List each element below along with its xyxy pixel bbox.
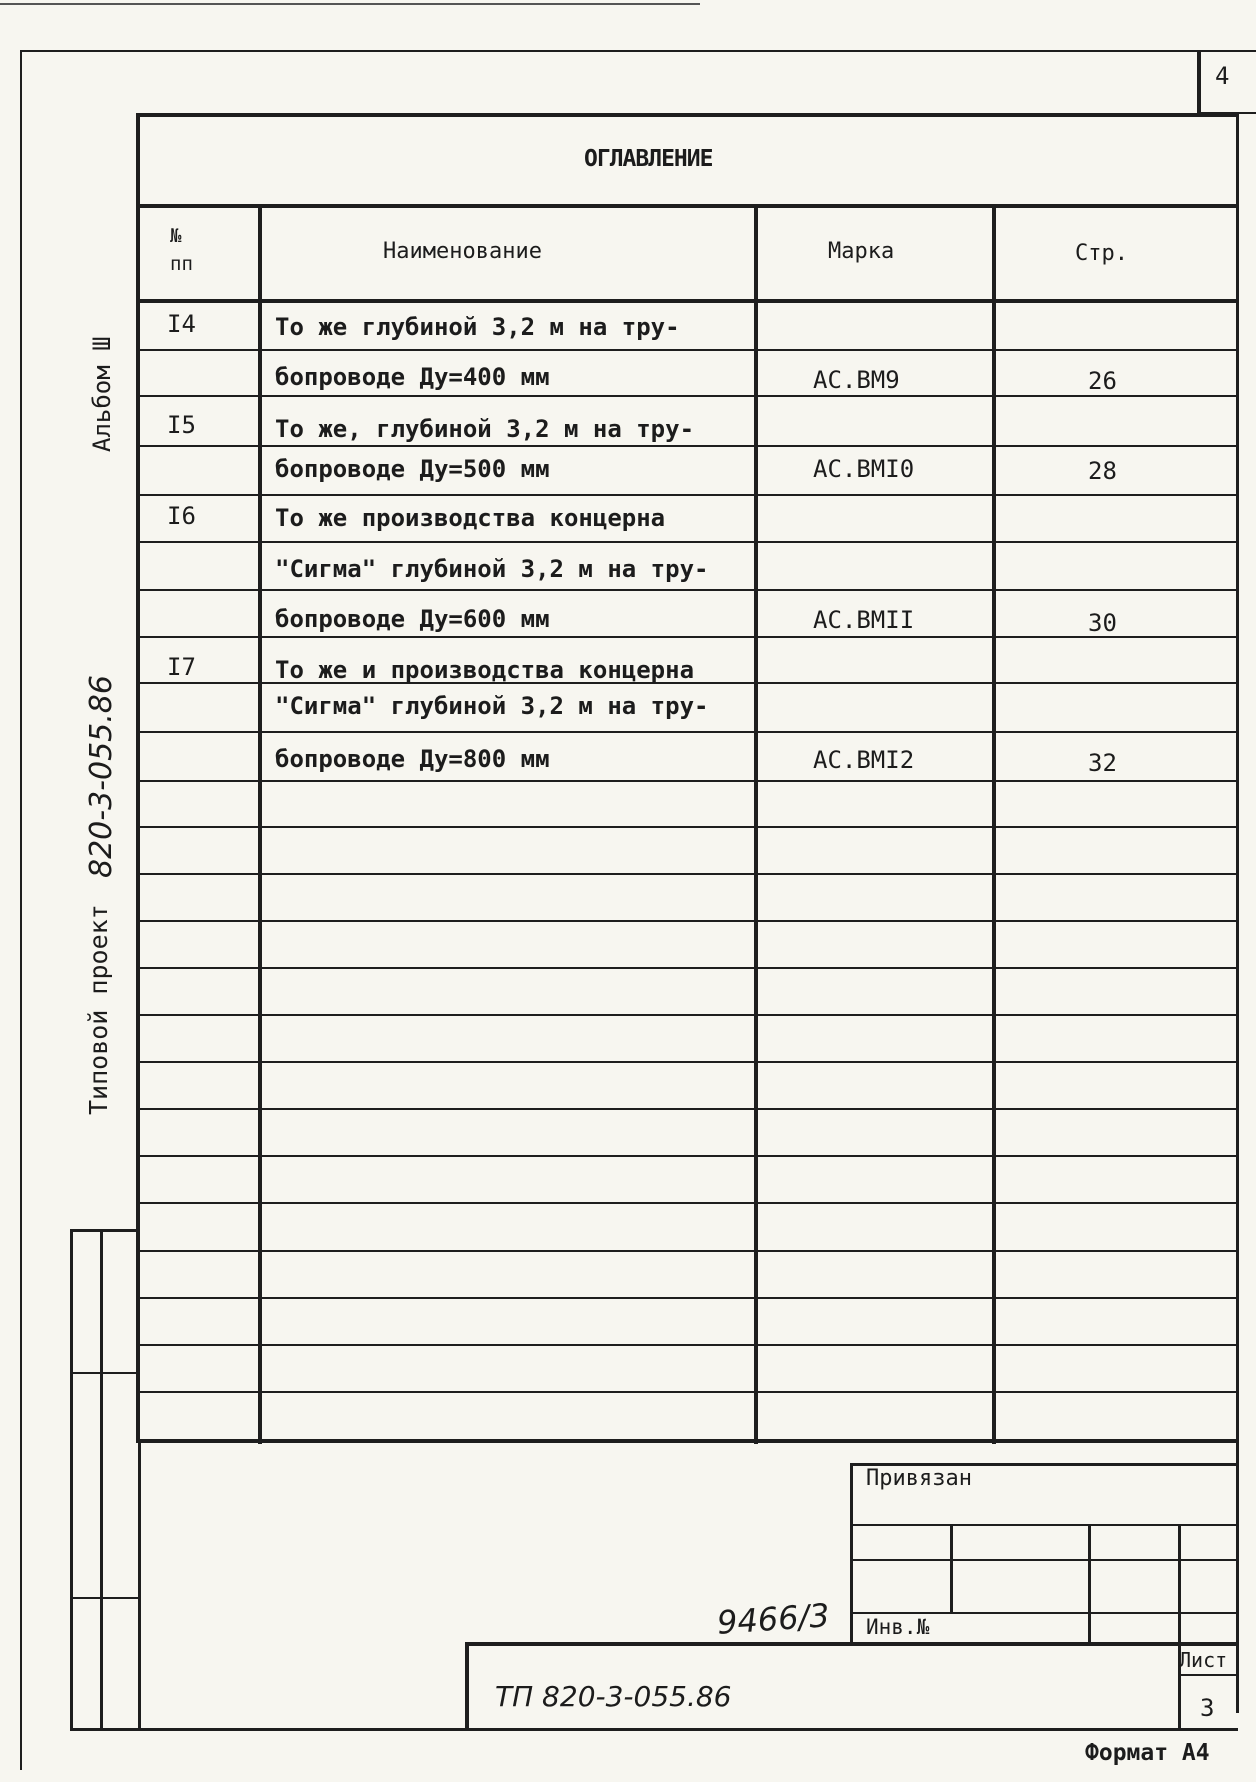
- outer-frame-left: [20, 50, 22, 1770]
- header-num: № пп: [170, 225, 193, 275]
- entry-name-line: То же производства концерна: [275, 504, 666, 532]
- project-label: Типовой проект: [84, 904, 113, 1115]
- row-rule: [136, 589, 1238, 591]
- row-rule: [136, 1155, 1238, 1157]
- row-rule: [136, 1108, 1238, 1110]
- row-rule: [136, 731, 1238, 733]
- project-code-handwritten: 820-3-055.86: [84, 675, 119, 878]
- document-code: ТП 820-3-055.86: [495, 1680, 732, 1713]
- attached-block-left: [850, 1463, 853, 1645]
- row-rule: [136, 780, 1238, 782]
- page-title: ОГЛАВЛЕНИЕ: [584, 146, 713, 172]
- margin-stamp-left: [70, 1229, 73, 1729]
- entry-mark: АС.ВМI0: [813, 455, 915, 483]
- entry-number: I5: [167, 411, 196, 439]
- row-rule: [136, 1061, 1238, 1063]
- row-rule: [136, 1250, 1238, 1252]
- row-rule: [136, 1202, 1238, 1204]
- row-rule: [136, 967, 1238, 969]
- table-left-border: [136, 113, 140, 1441]
- margin-stamp-bottom: [70, 1728, 140, 1731]
- table-bottom-rule: [136, 1439, 1238, 1443]
- sheet-label: Лист: [1179, 1648, 1228, 1672]
- inner-left-border: [138, 1440, 141, 1730]
- entry-name-line: "Сигма" глубиной 3,2 м на тру-: [275, 555, 709, 583]
- sheet-number: 3: [1200, 1694, 1215, 1722]
- inventory-label: Инв.№: [866, 1615, 930, 1639]
- row-rule: [136, 349, 1238, 351]
- col-divider-1: [258, 204, 262, 1444]
- sheet-corner-number: 4: [1215, 62, 1230, 90]
- header-mark: Марка: [828, 239, 895, 264]
- row-rule: [136, 494, 1238, 496]
- row-rule: [136, 920, 1238, 922]
- margin-stamp-rule: [70, 1597, 140, 1599]
- entry-page: 30: [1088, 609, 1117, 637]
- col-divider-2: [754, 204, 758, 1444]
- attached-col: [1178, 1524, 1181, 1644]
- entry-name-line: бопроводе Ду=600 мм: [275, 605, 550, 633]
- entry-name-line: То же, глубиной 3,2 м на тру-: [275, 415, 695, 443]
- margin-stamp-rule: [70, 1372, 140, 1374]
- row-rule: [136, 1391, 1238, 1393]
- table-top-border: [136, 113, 1238, 117]
- row-rule: [136, 1344, 1238, 1346]
- entry-number: I7: [167, 653, 196, 681]
- entry-mark: АС.ВМI2: [813, 746, 915, 774]
- entry-name-line: бопроводе Ду=500 мм: [275, 455, 550, 483]
- entry-mark: АС.ВМII: [813, 606, 915, 634]
- entry-name-line: То же глубиной 3,2 м на тру-: [275, 313, 680, 341]
- entry-name-line: То же и производства концерна: [275, 656, 695, 684]
- designation-block-top: [465, 1642, 1238, 1646]
- entry-page: 32: [1088, 749, 1117, 777]
- designation-block-bottom: [140, 1728, 1238, 1731]
- col-divider-3: [992, 204, 996, 1444]
- entry-page: 28: [1088, 457, 1117, 485]
- row-rule: [136, 1014, 1238, 1016]
- margin-stamp-mid: [100, 1229, 103, 1729]
- entry-number: I6: [167, 502, 196, 530]
- margin-stamp-top: [70, 1229, 140, 1232]
- row-rule: [136, 636, 1238, 638]
- row-rule: [136, 1297, 1238, 1299]
- row-rule: [136, 395, 1238, 397]
- row-rule: [136, 541, 1238, 543]
- entry-mark: АС.ВМ9: [813, 366, 900, 394]
- designation-block-left: [465, 1642, 469, 1730]
- row-rule: [136, 873, 1238, 875]
- entry-name-line: "Сигма" глубиной 3,2 м на тру-: [275, 692, 709, 720]
- entry-page: 26: [1088, 367, 1117, 395]
- header-page: Стр.: [1075, 241, 1128, 266]
- table-right-border: [1236, 113, 1239, 1713]
- format-label: Формат А4: [1085, 1740, 1210, 1766]
- header-bottom-rule: [136, 299, 1238, 303]
- corner-box-left: [1197, 50, 1201, 114]
- sheet-box-rule: [1178, 1674, 1238, 1676]
- entry-name-line: бопроводе Ду=400 мм: [275, 363, 550, 391]
- entry-name-line: бопроводе Ду=800 мм: [275, 745, 550, 773]
- attached-col: [1088, 1524, 1091, 1644]
- row-rule: [136, 445, 1238, 447]
- header-name: Наименование: [383, 239, 542, 264]
- entry-number: I4: [167, 310, 196, 338]
- handwritten-number: 9466/3: [715, 1596, 831, 1642]
- row-rule: [136, 826, 1238, 828]
- album-label: Альбом Ш: [88, 336, 116, 452]
- attached-label: Привязан: [866, 1466, 972, 1491]
- outer-frame-top: [20, 50, 1256, 52]
- header-top-rule: [136, 204, 1238, 208]
- top-scan-edge: [0, 3, 700, 5]
- attached-col: [950, 1524, 953, 1614]
